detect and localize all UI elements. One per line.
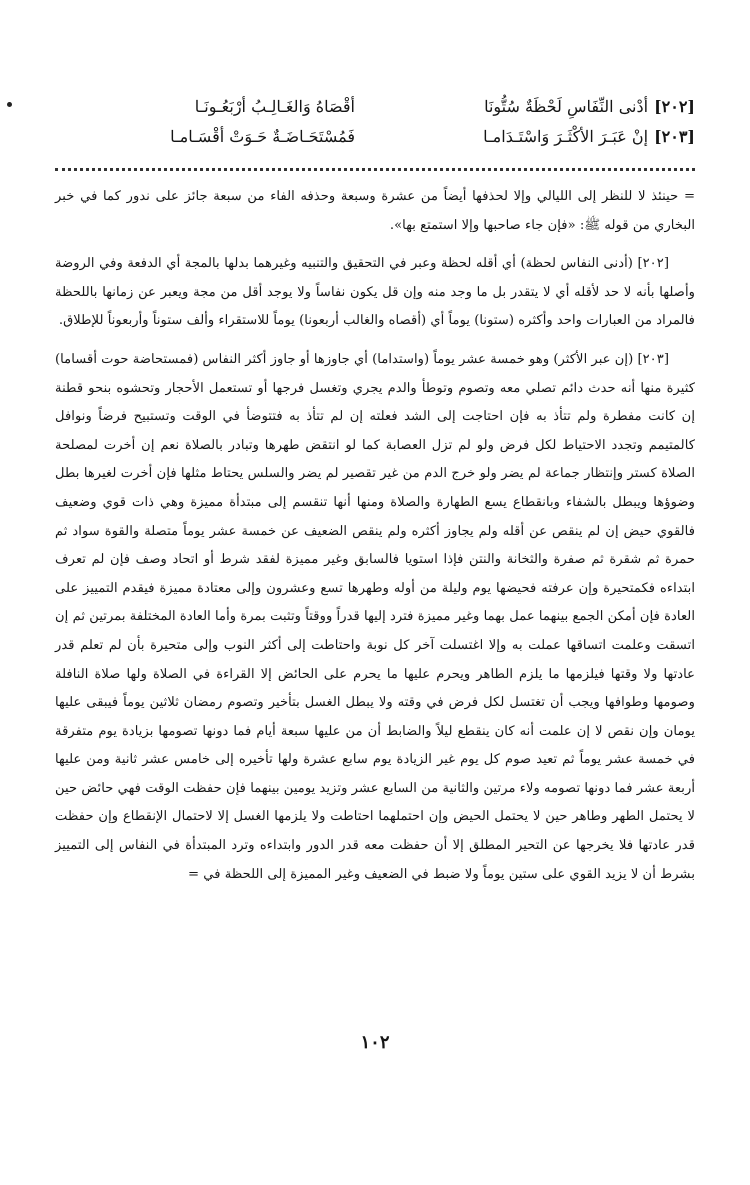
verse-hemistich-second: فَمُسْتَحَـاضَـةٌ حَـوَتْ أقْسَـامـا xyxy=(170,127,355,146)
verse-hemistich-first: [٢٠٢]أدْنى النِّفَاسِ لَحْظَةٌ سُتُّونَا xyxy=(484,97,695,116)
verse-number: [٢٠٣] xyxy=(654,127,695,146)
verse-hemistich-first: [٢٠٣]إنْ عَبَـرَ الأكْثَـرَ وَاسْتَـدَامـا xyxy=(483,127,695,146)
page-number: ١٠٢ xyxy=(360,1032,390,1053)
verse-line xyxy=(55,92,695,122)
verse-line xyxy=(55,122,695,152)
page-body xyxy=(55,92,695,889)
commentary-paragraph: [٢٠٢] (أدنى النفاس لحظة) أي أقله لحظة وعبر في التحقيق والتنبيه وغيرهما بدلها بالمجة أي الدفعة وفي الروضة وأصلها بأنه لا حد لأقله أي لا يتقدر بل ما وجد منه وإن قل يكون نفاساً ولا يوجد أقل من مجة ويعبر عن زمانها باللحظة فالمراد من العبارات واحد وأكثره (ستونا) يوماً أي (أقصاه والغالب أربعونا) يوماً للاستقراء وألف ستوناً وأربعوناً للإطلاق. xyxy=(55,256,695,329)
commentary-paragraph: = حينئذ لا للنظر إلى الليالي وإلا لحذفها أيضاً من عشرة وسبعة وحذفه الفاء من سبعة جائز على ندور كما في خبر البخاري من قوله ﷺ: «فإن جاء صاحبها وإلا استمتع بها». xyxy=(55,189,695,233)
verse-number: [٢٠٢] xyxy=(654,97,695,116)
margin-dot xyxy=(7,102,12,107)
dotted-separator xyxy=(55,168,695,171)
commentary-paragraph: [٢٠٣] (إن عبر الأكثر) وهو خمسة عشر يوماً (واستداما) أي جاوزها أو جاوز أكثر النفاس (فمستحاضة حوت أقساما) كثيرة منها أنه حدث دائم تصلي معه وتصوم وتوطأ والدم يجري وتغسل فرجها أو تستعمل الأحجار وتحشوه بنحو قطنة إن كانت مفطرة ولم تتأذ به فإن احتاجت إلى الشد فعلته إن لم تتأذ به فتتوضأ في الوقت وتستبيح فرضاً ونوافل كالمتيمم وتجدد الاحتياط لكل فرض ولو لم تزل العصابة كما لو انتقض طهرها وتبادر بالصلاة نعم إن أخرت لمصلحة الصلاة كستر وإنتظار جماعة لم يضر ولو خرج الدم من غير تقصير لم يضر والسلس يحتاط مثلها فإن أخرت لغيرها بطل وضوؤها ويبطل بالشفاء وبانقطاع يسع الطهارة والصلاة ومنها أنها تنقسم إلى مبتدأة مميزة وهي ذات قوي وضعيف فالقوي حيض إن لم ينقص عن أقله ولم يجاوز أكثره ولم ينقص الضعيف عن خمسة عشر يوماً متصلة والقوة سواد ثم حمرة ثم شقرة ثم صفرة والثخانة والنتن فإذا استويا فالسابق وغير مميزة لفقد شرط أو اتحاد وصف فإن لم تعرف ابتداءه فكمتحيرة وإن عرفته فحيضها يوم وليلة من أوله وطهرها تسع وعشرون وإلى معتادة مميزة فيقدم التمييز على العادة فإن أمكن الجمع بينهما عمل بهما وغير مميزة فترد إليها قدراً ووقتاً وتثبت بمرة وأما العادة المختلفة بمرتين ثم إن اتسقت وعلمت اتساقها عملت به وإلا اغتسلت آخر كل نوبة واحتاطت إلى أكثر النوب وإلى متحيرة بأن لم تعلم قدر عادتها ولا وقتها فيلزمها ما يلزم الطاهر ويحرم عليها ما يحرم على الحائض إلا القراءة في الصلاة ولها صلاة النافلة وصومها وطوافها ويجب أن تغتسل لكل فرض في وقته ولا يبطل الغسل بتأخير وتصوم رمضان ثلاثين يوماً فيبقى عليها يومان وإن نقص لا إن علمت أنه كان ينقطع ليلاً والضابط أن من عليها سبعة أيام فما دونها تصومها بزيادة يوم متفرقة في خمسة عشر يوماً ثم تعيد صوم كل يوم غير الزيادة يوم سابع عشرة ولها تأخيره إلى خامس عشر ثانية ومن عليها أربعة عشر فما دونها تصومه ولاء مرتين والثانية من السابع عشر وتزيد يومين بينهما فإن حفظت الوقت فهي حائض حين لا يحتمل الطهر وطاهر حين لا يحتمل الحيض وإن احتملهما احتاطت ولا يلزمها الغسل إلا لاحتمال الإنقطاع وإن حفظت قدر عادتها فلا يخرجها عن التحير المطلق إلا أن حفظت معه قدر الدور وابتداءه وترد المبتدأة في النفاس إلى التمييز بشرط أن لا يزيد القوي على ستين يوماً ولا ضبط في الضعيف وغير المميزة إلى اللحظة في = xyxy=(55,351,695,882)
verse-hemistich-second: أقْصَاهُ وَالغَـالِـبُ أرْبَعُـونَـا xyxy=(194,97,355,116)
commentary xyxy=(55,183,695,889)
verse-block xyxy=(55,92,695,162)
